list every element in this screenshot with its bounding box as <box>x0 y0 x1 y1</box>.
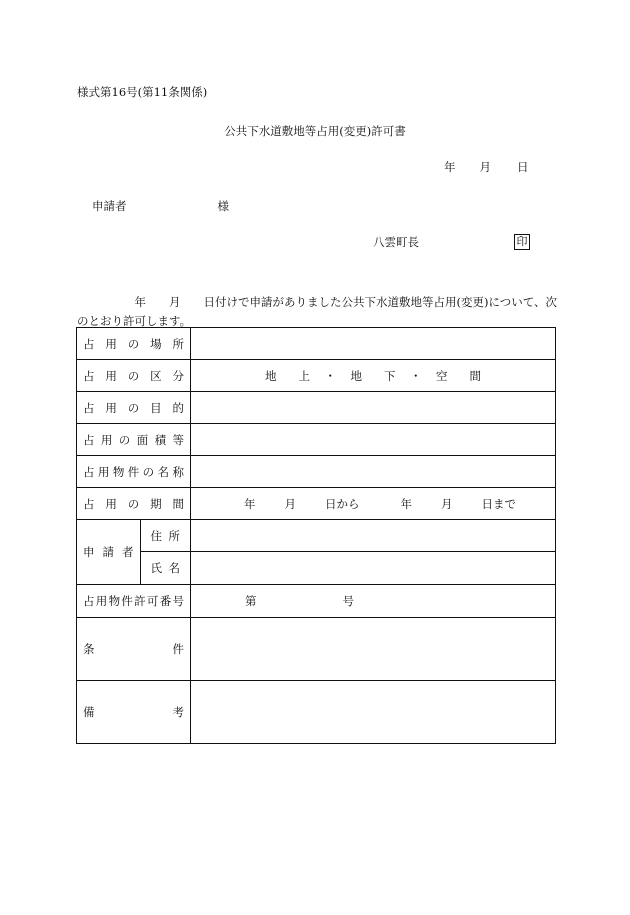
label-area-text <box>83 432 184 448</box>
label-char: 住 <box>150 528 163 543</box>
label-char: 番 <box>159 594 172 608</box>
label-address <box>140 520 190 552</box>
label-permit-number-text <box>83 593 184 609</box>
label-char: の <box>142 464 155 479</box>
label-char: 用 <box>105 368 117 383</box>
permit-number-value <box>197 593 549 609</box>
label-char: 用 <box>105 496 117 511</box>
label-purpose <box>77 392 191 424</box>
option-char: 空 <box>436 368 448 383</box>
label-char: 可 <box>146 594 159 608</box>
label-char: 申 <box>83 545 95 559</box>
body-text: 年 月 日付けで申請がありました公共下水道敷地等占用(変更)について、次のとおり許可します。 <box>77 295 558 328</box>
label-char: 称 <box>172 464 184 479</box>
label-char: 用 <box>100 432 113 447</box>
label-char: 件 <box>127 464 140 479</box>
label-char: 件 <box>121 594 133 608</box>
label-char: 占 <box>83 432 95 447</box>
label-object-name <box>77 456 191 488</box>
label-char: 用 <box>95 594 108 608</box>
label-char: 的 <box>172 400 184 415</box>
permit-table <box>76 327 556 744</box>
applicant-line <box>92 201 229 213</box>
label-name <box>140 552 190 585</box>
option-char: 間 <box>469 368 481 383</box>
label-char: 氏 <box>150 561 163 575</box>
label-char: 間 <box>172 496 184 511</box>
label-area <box>77 424 191 456</box>
value-area <box>191 424 556 456</box>
issuer-line <box>373 235 528 249</box>
value-remarks <box>191 681 556 744</box>
label-char: 積 <box>154 432 167 447</box>
label-char: 所 <box>172 336 184 351</box>
label-char: 者 <box>122 545 134 559</box>
label-place-text <box>83 336 184 352</box>
form-id: 様式第16号(第11条関係) <box>77 85 208 99</box>
applicant-honorific: 様 <box>217 199 229 213</box>
label-char: 区 <box>150 368 162 383</box>
label-char: 場 <box>150 336 162 351</box>
label-char: 所 <box>168 528 180 543</box>
label-char: の <box>127 368 140 383</box>
label-char: 目 <box>150 400 162 415</box>
value-name <box>191 552 556 585</box>
label-applicant <box>77 520 141 585</box>
label-char: 占 <box>83 400 95 415</box>
label-remarks <box>77 681 191 744</box>
permit-number-suffix: 号 <box>342 594 354 608</box>
label-conditions <box>77 618 191 681</box>
label-char: 備 <box>83 705 95 719</box>
label-char: 許 <box>134 594 146 608</box>
period-end-day: 日まで <box>481 496 516 511</box>
label-applicant-text <box>83 544 134 560</box>
value-division <box>191 360 556 392</box>
division-underground <box>351 368 396 384</box>
date-day: 日 <box>517 160 529 174</box>
label-conditions-text <box>83 641 184 657</box>
label-char: 占 <box>83 496 95 511</box>
label-char: 占 <box>83 464 95 479</box>
label-address-text <box>147 528 184 544</box>
label-remarks-text <box>83 704 184 720</box>
label-permit-number <box>77 585 191 618</box>
division-above-ground <box>265 368 310 384</box>
label-char: 分 <box>172 368 184 383</box>
label-char: 用 <box>105 336 117 351</box>
seal-mark: 印 <box>514 234 530 250</box>
label-char: 請 <box>102 545 115 559</box>
label-char: 等 <box>172 432 184 447</box>
label-period <box>77 488 191 520</box>
issuer-name: 八雲町長 <box>373 235 419 249</box>
label-place <box>77 328 191 360</box>
label-char: 占 <box>83 368 95 383</box>
date-line <box>444 162 529 174</box>
label-char: の <box>127 496 140 511</box>
label-char: 考 <box>172 705 184 719</box>
label-char: 占 <box>83 594 95 608</box>
option-char: 地 <box>350 368 362 383</box>
period-value <box>197 496 549 512</box>
value-conditions <box>191 618 556 681</box>
period-end-month: 月 <box>441 496 453 511</box>
permit-number-prefix: 第 <box>245 594 257 608</box>
label-char: 物 <box>112 464 125 479</box>
value-period <box>191 488 556 520</box>
period-start-year: 年 <box>244 496 256 511</box>
label-char: の <box>118 432 131 447</box>
option-char: 上 <box>298 368 310 383</box>
period-start-day: 日から <box>325 496 360 511</box>
label-char: 面 <box>136 432 149 447</box>
value-purpose <box>191 392 556 424</box>
label-char: 名 <box>157 464 170 479</box>
applicant-label: 申請者 <box>92 199 127 213</box>
label-char: 名 <box>168 561 180 575</box>
value-address <box>191 520 556 552</box>
division-dot-1: ・ <box>324 368 336 383</box>
label-char: 占 <box>83 336 95 351</box>
period-end-year: 年 <box>400 496 412 511</box>
label-char: 物 <box>108 594 121 608</box>
date-year: 年 <box>444 160 456 174</box>
label-period-text <box>83 496 184 512</box>
label-char: 件 <box>172 642 184 656</box>
label-char: 用 <box>105 400 117 415</box>
label-name-text <box>147 560 184 576</box>
division-air-space <box>436 368 481 384</box>
value-permit-number <box>191 585 556 618</box>
label-division <box>77 360 191 392</box>
label-division-text <box>83 368 184 384</box>
label-char: 用 <box>97 464 110 479</box>
document-title: 公共下水道敷地等占用(変更)許可書 <box>224 124 406 138</box>
label-purpose-text <box>83 400 184 416</box>
date-month: 月 <box>479 160 491 174</box>
value-place <box>191 328 556 360</box>
division-dot-2: ・ <box>410 368 422 383</box>
value-object-name <box>191 456 556 488</box>
period-start-month: 月 <box>284 496 296 511</box>
label-char: の <box>127 400 140 415</box>
label-object-name-text <box>83 464 184 480</box>
label-char: 期 <box>150 496 162 511</box>
label-char: 号 <box>172 594 184 608</box>
option-char: 下 <box>384 368 396 383</box>
label-char: 条 <box>83 642 95 656</box>
option-char: 地 <box>265 368 277 383</box>
label-char: の <box>127 336 140 351</box>
